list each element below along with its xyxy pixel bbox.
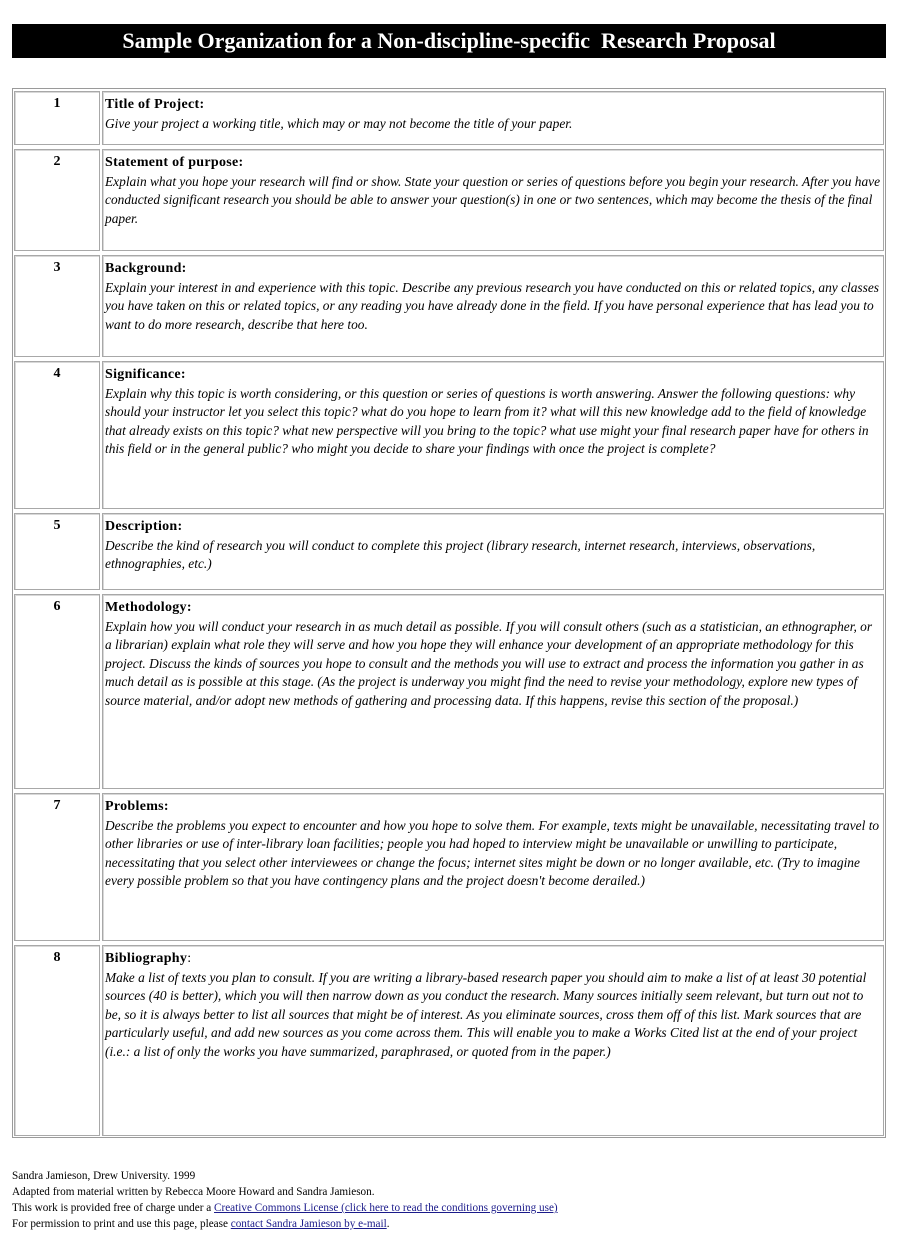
section-text: Explain what you hope your research will find or show. State your question or series of questions before you begin your research. After you have conducted significant research you should be able to answer your question(s) in one or two sentences, which may become the thesis of the final paper. bbox=[105, 173, 881, 226]
page-footer bbox=[12, 1168, 892, 1232]
creative-commons-link[interactable]: Creative Commons License (click here to read the conditions governing use) bbox=[214, 1202, 558, 1214]
section-text: Make a list of texts you plan to consult. If you are writing a library-based research paper you should aim to make a list of at least 30 potential sources (40 is better), which you will then narrow down as you conduct the research. Many sources initially seem relevant, but turn out not to be, so it is always better to list all sources that might be of interest. As you eliminate sources, cross them off of this list. Mark sources that are particularly useful, and add new sources as you come across them. This will enable you to make a Works Cited list at the end of your project (i.e.: a list of only the works you have summarized, paraphrased, or quoted from in the paper.) bbox=[105, 969, 867, 1059]
section-number: 6 bbox=[14, 594, 100, 789]
section-number: 8 bbox=[14, 945, 100, 1136]
section-heading: Methodology: bbox=[105, 600, 192, 615]
section-body bbox=[102, 945, 884, 1136]
section-number: 3 bbox=[14, 255, 100, 357]
section-heading: Background: bbox=[105, 261, 187, 276]
section-heading: Statement of purpose: bbox=[105, 155, 244, 170]
section-heading: Significance: bbox=[105, 367, 186, 382]
contact-email-link[interactable]: contact Sandra Jamieson by e-mail bbox=[230, 1218, 387, 1230]
section-text: Explain your interest in and experience with this topic. Describe any previous research you have conducted on this or related topics, any classes you have taken on this or related topics, or any reading you have already done in the field. If you have personal experience that has lead you to want to do more research, describe that here too. bbox=[105, 279, 880, 332]
section-text: Explain how you will conduct your research in as much detail as possible. If you will consult others (such as a statistician, an ethnographer, or a librarian) explain what role they will serve and how you hope they will enhance your development of an appropriate methodology for this project. Discuss the kinds of sources you hope to consult and the methods you will use to extract and process the information you gather in as much detail as is possible at this stage. (As the project is underway you might find the need to revise your methodology, explore new types of source material, and/or adopt new methods of gathering and processing data. If this happens, revise this section of the proposal.) bbox=[105, 618, 873, 708]
footer-author-line: Sandra Jamieson, Drew University. 1999 bbox=[12, 1170, 196, 1182]
page-title: Sample Organization for a Non-discipline-specific Research Proposal bbox=[12, 24, 886, 58]
table-row bbox=[12, 943, 886, 1138]
section-body bbox=[102, 361, 884, 509]
table-row bbox=[12, 791, 886, 943]
table-row bbox=[12, 592, 886, 791]
section-number: 7 bbox=[14, 793, 100, 941]
footer-license-line: This work is provided free of charge under a Creative Commons License (click here to read the conditions governing use) bbox=[12, 1202, 558, 1214]
section-text: Explain why this topic is worth considering, or this question or series of questions is worth answering. Answer the following questions: why should your instructor let you select this topic? what do you hope to learn from it? what will this new knowledge add to the field of knowledge that already exists on this topic? what new perspective will you bring to the topic? what use might your final research paper have for others in this field or in the general public? who might you decide to share your findings with once the project is complete? bbox=[105, 385, 869, 456]
footer-permission-line: For permission to print and use this page, please contact Sandra Jamieson by e-mail. bbox=[12, 1218, 390, 1230]
section-body bbox=[102, 91, 884, 145]
section-body bbox=[102, 594, 884, 789]
table-row bbox=[12, 253, 886, 359]
section-body bbox=[102, 255, 884, 357]
section-number: 4 bbox=[14, 361, 100, 509]
section-text: Describe the problems you expect to encounter and how you hope to solve them. For example, texts might be unavailable, necessitating travel to other libraries or use of inter-library loan facilities; people you had hoped to interview might be unavailable or unwilling to participate, necessitating that you select other interviewees or change the focus; internet sites might be down or no longer available, etc. (Try to imagine every possible problem so that you have contingency plans and the project doesn't become derailed.) bbox=[105, 817, 880, 888]
section-text: Describe the kind of research you will conduct to complete this project (library research, internet research, interviews, observations, ethnographies, etc.) bbox=[105, 537, 816, 571]
section-body bbox=[102, 149, 884, 251]
section-body bbox=[102, 793, 884, 941]
table-row bbox=[12, 511, 886, 592]
section-heading: Description: bbox=[105, 519, 183, 534]
section-number: 5 bbox=[14, 513, 100, 590]
section-number: 2 bbox=[14, 149, 100, 251]
table-row bbox=[12, 89, 886, 147]
section-heading: Title of Project: bbox=[105, 97, 205, 112]
table-row bbox=[12, 359, 886, 511]
section-heading: Problems: bbox=[105, 799, 169, 814]
section-heading: Bibliography: bbox=[105, 951, 192, 966]
footer-adapted-line: Adapted from material written by Rebecca Moore Howard and Sandra Jamieson. bbox=[12, 1186, 375, 1198]
table-row bbox=[12, 147, 886, 253]
section-body bbox=[102, 513, 884, 590]
section-text: Give your project a working title, which may or may not become the title of your paper. bbox=[105, 115, 573, 131]
section-number: 1 bbox=[14, 91, 100, 145]
